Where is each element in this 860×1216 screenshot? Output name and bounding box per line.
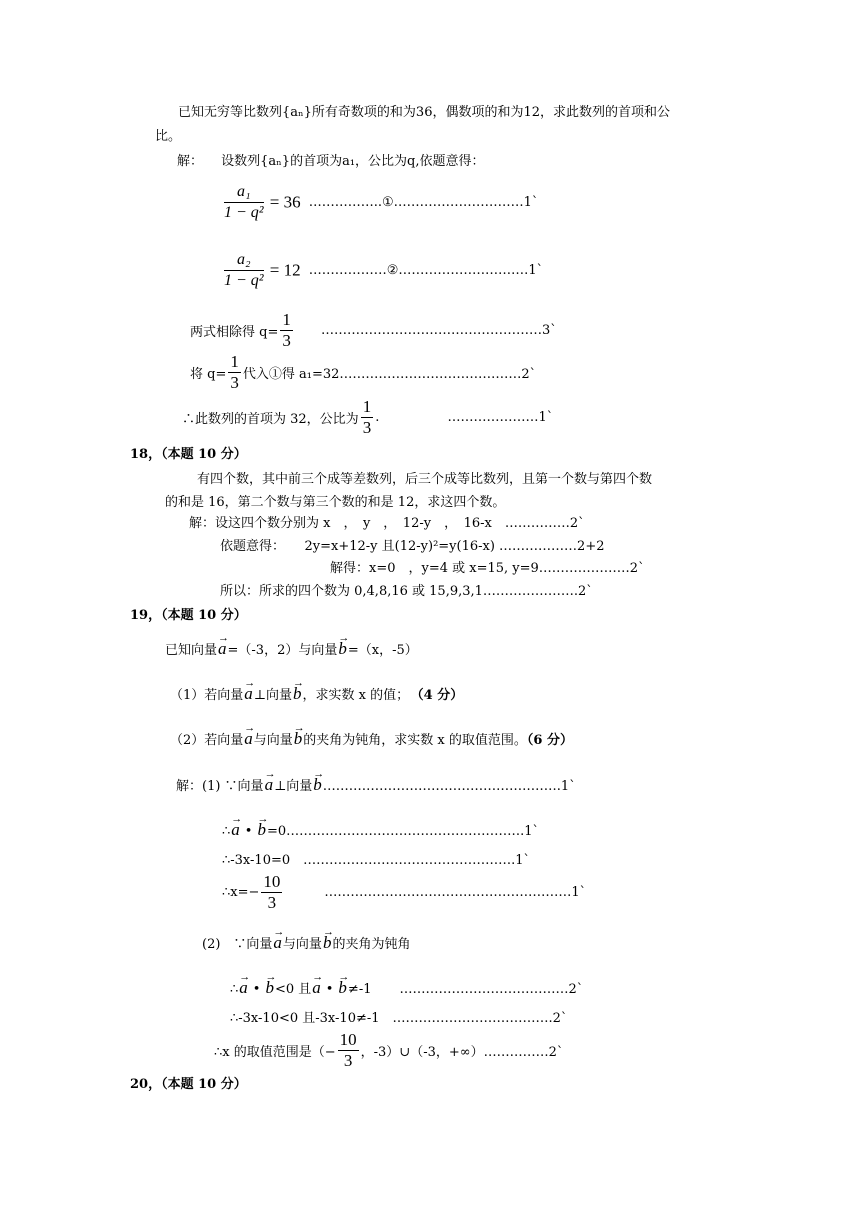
p18-solution-line4: 所以：所求的四个数为 0,4,8,16 或 15,9,3,1………………….2` <box>220 584 593 599</box>
eq1-numerator: a₁ <box>224 182 264 203</box>
p18-solution-line1: 解：设这四个数分别为 x ， y ， 12-y ， 16-x ……………2` <box>189 516 585 531</box>
conclusion-post: . <box>375 410 380 425</box>
q2-post: 的夹角为钝角，求实数 x 的取值范围。 <box>303 733 527 748</box>
eq2-rhs: = 12 <box>269 260 301 280</box>
vector-a: → a <box>311 979 322 997</box>
s1-pre: 解：(1) ∵向量 <box>176 779 264 794</box>
dot-operator: • <box>244 824 253 839</box>
p19-solution-1 <box>176 776 576 796</box>
vector-b: → b <box>264 979 275 997</box>
p19-solution-4 <box>222 872 586 913</box>
vector-a: → a <box>264 776 275 794</box>
p19-solution-7: ∴-3x-10<0 且-3x-10≠-1 ……………………………….2` <box>230 1011 568 1026</box>
s2-pre: ∴ <box>222 824 231 839</box>
step4-numerator: 1 <box>230 352 239 371</box>
p17-question-line2: 比。 <box>155 129 182 144</box>
p20-header: 20，（本题 10 分） <box>130 1077 247 1092</box>
p18-question-line2: 的和是 16，第二个数与第三个数的和是 12，求这四个数。 <box>165 495 506 510</box>
s4-score-line: …………………………………………………1` <box>324 885 587 900</box>
q2-mid: 与向量 <box>253 733 293 748</box>
p19-given <box>165 640 418 660</box>
s4-pre: ∴x=− <box>222 885 260 900</box>
p19-solution-2 <box>222 821 539 841</box>
p17-conclusion <box>182 397 553 438</box>
step3-score-line: ……………………………………………3` <box>321 323 557 338</box>
step3-numerator: 1 <box>282 310 291 329</box>
s4-denominator: 3 <box>267 893 277 912</box>
p18-header: 18，（本题 10 分） <box>130 447 247 462</box>
p19-question-2 <box>170 730 573 750</box>
s1-score-line: ……………………………………………….1` <box>322 779 576 794</box>
p19-question-1 <box>170 685 463 705</box>
s5-post: 的夹角为钝角 <box>332 937 411 952</box>
vector-a: → a <box>230 821 241 839</box>
dot-operator: • <box>325 982 334 997</box>
s8-post: ，-3）∪（-3，+∞）……………2` <box>360 1045 564 1060</box>
vector-a: → a <box>243 685 254 703</box>
s6-pre: ∴ <box>230 982 239 997</box>
p18-solution-line3: 解得：x=0 ，y=4 或 x=15, y=9…………………2` <box>330 561 645 576</box>
step4-pre: 将 q= <box>190 367 227 382</box>
vector-b: → b <box>292 685 303 703</box>
q1-post: ，求实数 x 的值； <box>302 688 410 703</box>
vector-b: → b <box>337 640 348 658</box>
p17-equation-2 <box>222 250 543 291</box>
s1-mid: ⊥向量 <box>274 779 313 794</box>
p18-solution-line2: 依题意得： 2y=x+12-y 且(12-y)²=y(16-x) ………………2+2 <box>220 539 605 554</box>
q2-points: （6 分） <box>526 733 573 748</box>
s5-pre: (2) ∵向量 <box>202 937 273 952</box>
vector-a: → a <box>272 934 283 952</box>
conclusion-pre: ∴此数列的首项为 32，公比为 <box>182 412 359 427</box>
p18-question-line1: 有四个数，其中前三个成等差数列，后三个成等比数列，且第一个数与第四个数 <box>197 472 653 487</box>
vector-b: → b <box>312 776 323 794</box>
given-mid: =（-3，2）与向量 <box>227 643 338 658</box>
solution-intro-text: 设数列{aₙ}的首项为a₁，公比为q,依题意得： <box>221 154 485 169</box>
q1-mid: ⊥向量 <box>253 688 293 703</box>
vector-b: → b <box>256 821 267 839</box>
q2-pre: （2）若向量 <box>170 733 244 748</box>
s2-post: =0……………………………………………….1` <box>266 824 540 839</box>
step3-text: 两式相除得 q= <box>190 325 279 340</box>
p19-solution-3: ∴-3x-10=0 ………………………………………….1` <box>222 853 531 868</box>
vector-a: → a <box>238 979 249 997</box>
solution-label: 解： <box>177 154 204 169</box>
given-pre: 已知向量 <box>165 643 218 658</box>
vector-b: → b <box>293 730 304 748</box>
q1-points: （4 分） <box>417 688 464 703</box>
s6-score-line: …………………………………2` <box>399 982 584 997</box>
p19-solution-part2 <box>202 934 410 954</box>
step3-denominator: 3 <box>282 331 291 350</box>
eq2-numerator: a₂ <box>224 250 264 271</box>
eq2-denominator: 1 − q² <box>224 272 264 289</box>
dot-operator: • <box>252 982 261 997</box>
step4-post: 代入①得 a₁=32……………………………………2` <box>242 367 537 382</box>
vector-b: → b <box>337 979 348 997</box>
p17-question-line1: 已知无穷等比数列{aₙ}所有奇数项的和为36，偶数项的和为12，求此数列的首项和公 <box>178 105 671 120</box>
p17-equation-1 <box>222 182 538 223</box>
s8-pre: ∴x 的取值范围是（− <box>214 1045 336 1060</box>
eq1-denominator: 1 − q² <box>224 204 264 221</box>
q1-pre: （1）若向量 <box>170 688 244 703</box>
p17-solution-intro <box>177 153 485 171</box>
p19-solution-6 <box>230 979 583 999</box>
p19-solution-8 <box>214 1030 563 1071</box>
given-post: =（x，-5） <box>347 643 418 658</box>
s6-post: ≠-1 <box>347 982 372 997</box>
eq1-rhs: = 36 <box>269 192 301 212</box>
step4-denominator: 3 <box>230 373 239 392</box>
s8-numerator: 10 <box>339 1030 357 1049</box>
conclusion-numerator: 1 <box>362 397 372 416</box>
eq2-score-line: ………………②…………………………1` <box>308 263 544 278</box>
p17-step-substitute <box>190 352 536 393</box>
vector-a: → a <box>217 640 228 658</box>
conclusion-score-line: …………………1` <box>447 410 554 425</box>
vector-a: → a <box>243 730 254 748</box>
s4-numerator: 10 <box>263 872 281 891</box>
p17-step-divide <box>190 310 557 351</box>
s5-mid: 与向量 <box>282 937 322 952</box>
s8-denominator: 3 <box>343 1051 353 1070</box>
s6-mid: <0 且 <box>274 982 312 997</box>
conclusion-denominator: 3 <box>362 418 372 437</box>
eq1-score-line: ……………..①…………………………1` <box>308 195 539 210</box>
vector-b: → b <box>322 934 333 952</box>
p19-header: 19，（本题 10 分） <box>130 608 247 623</box>
